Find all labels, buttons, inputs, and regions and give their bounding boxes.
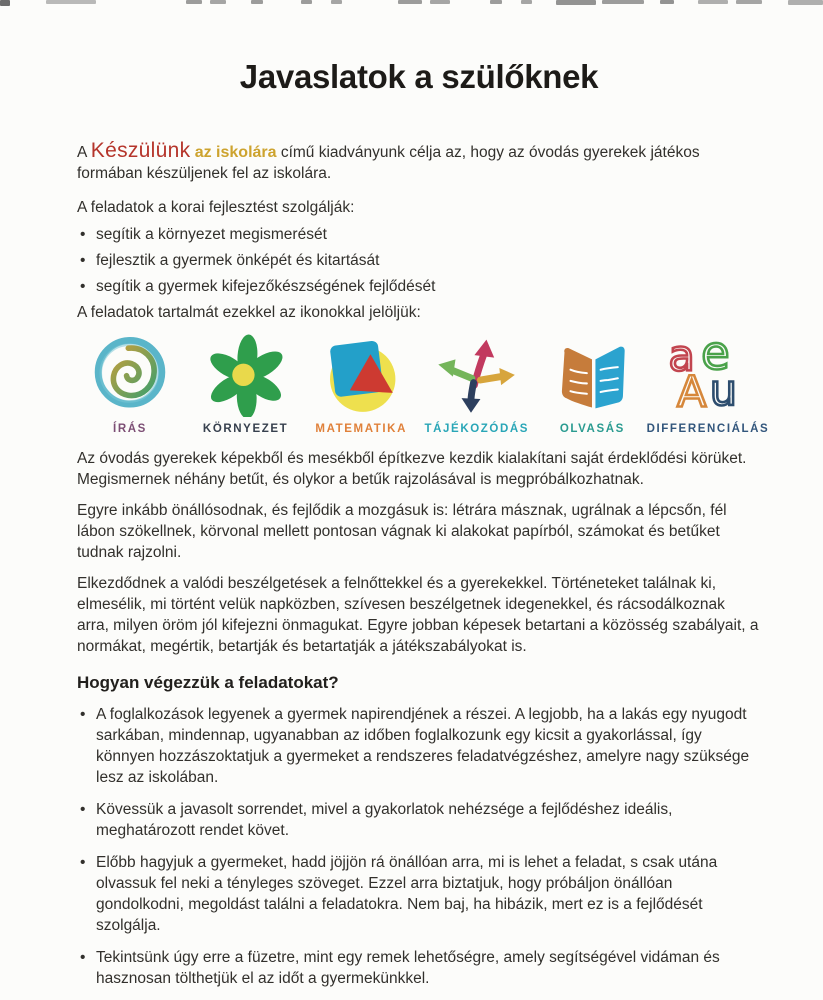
paragraph: Elkezdődnek a valódi beszélgetések a felnőttekkel és a gyerekekkel. Történeteket találnak ki, elmesélik, mi történt velük napközben, szívesen beszélgetnek idegenekkel, és rácsodálkoznak arra, milyen öröm jól kifejezni önmagukat. Egyre jobban képesek betartani a közösség szabályait, a normákat, megértik, betartják és betartatják a játékszabályokat is. [77,575,759,655]
icon-legend-row [77,331,770,435]
how-bullet-list [77,704,761,989]
list-item: • segítik a gyermek kifejezőkészségének fejlődését [77,276,761,297]
open-book-icon [549,331,635,417]
icon-label-olvasas: OLVASÁS [559,423,625,435]
writing-spiral-icon [87,331,173,417]
legend-item-tajekozodas [424,331,530,435]
list-item: • Kövessük a javasolt sorrendet, mivel a gyakorlatok nehézsége a fejlődéshez ideális, meghatározott rendet követ. [77,799,761,841]
icon-label-matematika: MATEMATIKA [315,423,407,435]
icons-intro: A feladatok tartalmát ezekkel az ikonokkal jelöljük: [77,304,421,321]
scan-artifact [788,0,823,5]
svg-text:a: a [668,331,695,382]
icon-label-tajekozodas: TÁJÉKOZÓDÁS [424,423,530,435]
direction-arrows-icon [434,331,520,417]
intro-paragraph [77,140,761,184]
legend-item-olvasas [539,331,645,435]
booklet-title-gold: az iskolára [194,144,277,161]
section-heading-how: Hogyan végezzük a feladatokat? [77,673,339,692]
letters-icon [665,331,751,417]
list-item: • segítik a környezet megismerését [77,224,761,245]
icon-label-differencialas: DIFFERENCIÁLÁS [646,423,770,435]
paragraph: Egyre inkább önállósodnak, és fejlődik a mozgásuk is: létrára másznak, ugrálnak a lépcsőn, fél lábon szökellnek, körvonal mellett pontosan vágnak ki alakokat papírból, számokat és betűket tudnak rajzolni. [77,502,727,561]
list-item: • Tekintsünk úgy erre a füzetre, mint egy remek lehetőségre, amely segítségével vidáman és hasznosan tölthetjük el az időt a gyermekünkkel. [77,947,761,989]
list-item: • A foglalkozások legyenek a gyermek napirendjének a részei. A legjobb, ha a lakás egy nyugodt sarkában, mindennap, ugyanabban az időben foglalkozunk egy kicsit a gyakorlással, így könnyen hozzászoktatjuk a gyermeket a rendszeres feladatvégzéshez, amelyre nagy szüksége lesz az iskolában. [77,704,761,788]
paragraph: Az óvodás gyerekek képekből és mesékből építkezve kezdik kialakítani saját érdeklődési körüket. Megismernek néhány betűt, és olykor a betűk rajzolásával is megpróbálkozhatnak. [77,450,747,488]
legend-item-matematika [308,331,414,435]
list-item: • fejlesztik a gyermek önképét és kitartását [77,250,761,271]
legend-item-iras [77,331,183,435]
intro-prefix: A [77,144,91,161]
page-title: Javaslatok a szülőknek [239,58,599,95]
list-item: • Előbb hagyjuk a gyermeket, hadd jöjjön rá önállóan arra, mi is lehet a feladat, s csak utána olvassuk fel neki a tényleges szöveget. Ezzel arra biztatjuk, hogy próbáljon önállóan gondolkodni, megoldást találni a feladatokra. Nem baj, ha hibázik, mert ez is a fejlődését szolgálja. [77,852,761,936]
svg-text:u: u [709,365,737,416]
svg-text:e: e [701,331,730,380]
legend-item-kornyezet [193,331,299,435]
shapes-icon [318,331,404,417]
booklet-title-red: Készülünk [90,139,191,162]
tasks-bullet-list [77,224,761,297]
icon-label-iras: ÍRÁS [113,423,147,435]
svg-text:A: A [677,367,707,417]
scan-artifact [0,0,10,6]
intro-rest: című kiadványunk célja az, hogy az óvodás gyerekek játékos formában készüljenek fel az iskolára. [77,144,700,182]
tasks-heading: A feladatok a korai fejlesztést szolgálják: [77,199,355,216]
flower-icon [203,331,289,417]
legend-item-differencialas [646,331,770,435]
icon-label-kornyezet: KÖRNYEZET [202,423,289,435]
